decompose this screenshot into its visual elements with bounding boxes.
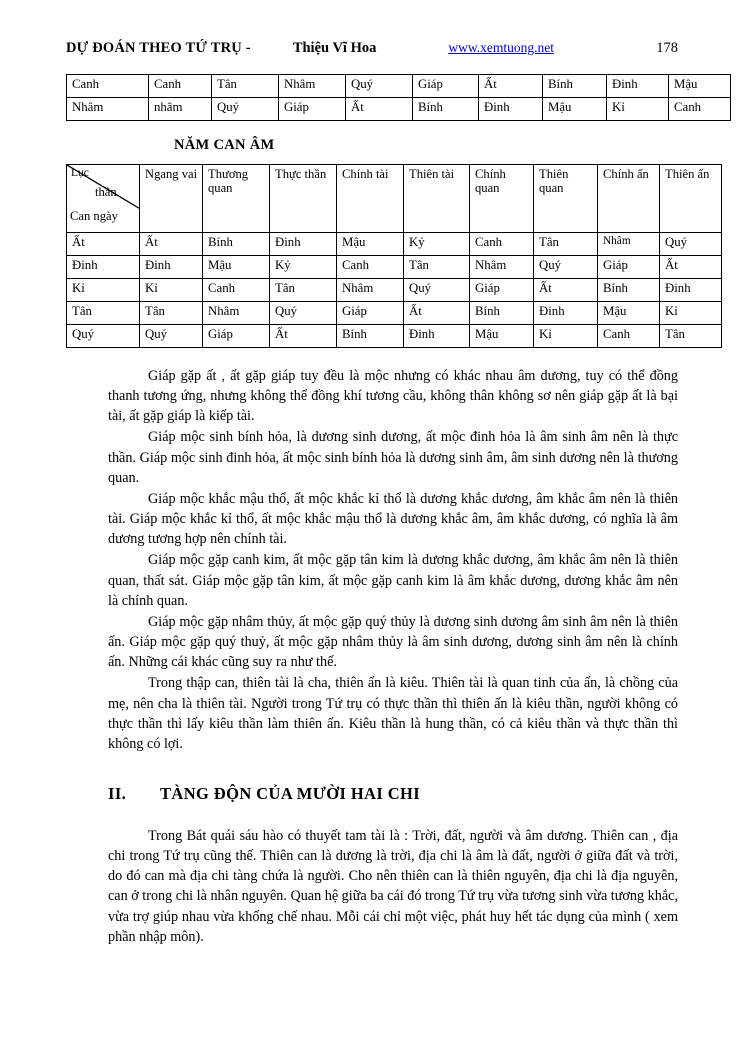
table-row [67,256,722,279]
cell: Quý [270,302,337,325]
corner-label-canngay: Can ngày [70,209,118,223]
column-header: Thực thần [270,165,337,233]
corner-header-cell [67,165,140,233]
cell: Kỉ [660,302,722,325]
column-header: Ngang vai [140,165,203,233]
table-row [67,233,722,256]
cell: Canh [337,256,404,279]
table-row [67,98,731,121]
paragraph: Giáp mộc gặp canh kim, ất mộc gặp tân kim là dương khắc dương, âm khắc âm nên là thiên quan, thất sát. Giáp mộc gặp tân kim, ất mộc gặp canh kim là âm khắc dương, dương khắc âm nên là chính quan. [108,552,678,609]
cell: Đinh [479,98,543,121]
cell: Canh [669,98,731,121]
cell: Giáp [470,279,534,302]
cell: Bính [337,325,404,348]
top-continuation-table [66,74,731,121]
cell: Kỷ [404,233,470,256]
cell: Ất [140,233,203,256]
cell: Mậu [203,256,270,279]
author-name: Thiệu Vĩ Hoa [292,40,377,56]
cell: Ất [404,302,470,325]
cell: Tân [534,233,598,256]
paragraph: Giáp mộc gặp nhâm thủy, ất mộc gặp quý thủy là dương sinh dương âm sinh âm nên là thiên ấn. Giáp mộc gặp quý thuỷ, ất mộc gặp nhâm thủy là âm sinh dương, dương sinh âm nên là chính ấn. Những cái khác cũng suy ra như thế. [108,613,678,671]
cell: Tân [660,325,722,348]
page-number: 178 [656,40,678,56]
cell: Giáp [203,325,270,348]
cell: Quý [534,256,598,279]
cell: Ất [67,233,140,256]
cell: Mậu [470,325,534,348]
paragraph: Giáp gặp ất , ất gặp giáp tuy đều là mộc nhưng có khác nhau âm dương, tuy có thể đồng thanh tương ứng, nhưng không thể đồng khí tương cầu, không thân không sơ nên giáp gặp ất là bại tài, ất gặp giáp là kiếp tài. [108,368,678,425]
website-link[interactable]: www.xemtuong.net [448,40,554,55]
paragraph: Trong thập can, thiên tài là cha, thiên ấn là kiêu. Thiên tài là quan tinh của ấn, là chồng của mẹ, nên cha là thiên tài. Người trong Tứ trụ có thực thần thì thiên ấn là kiêu thần, người không có thực thần thì lấy kiêu thần làm thiên ấn. Kiêu thần là hung thần, có cả kiêu thần và thực thần thì không có lợi. [108,675,678,752]
cell: Nhâm [337,279,404,302]
table-row [67,279,722,302]
cell: Ất [479,75,543,98]
cell: Đinh [67,256,140,279]
page-header [66,40,678,62]
cell: Giáp [598,256,660,279]
cell: Bính [470,302,534,325]
yin-stems-table [66,164,722,348]
cell: Tân [140,302,203,325]
cell: Nhâm [470,256,534,279]
cell: Bính [598,279,660,302]
paragraph: Giáp mộc khắc mậu thổ, ất mộc khắc kỉ thổ là dương khắc dương, âm khắc âm nên là thiên tài. Giáp mộc khắc kỉ thổ, ất mộc khắc mậu thổ là dương khắc âm, âm khắc dương, có nghĩa là âm dương tương hợp nên chính tài. [108,490,678,548]
paragraph: Trong Bát quái sáu hào có thuyết tam tài là : Trời, đất, người và âm dương. Thiên can , địa chi trong Tứ trụ cũng thế. Thiên can là dương là trời, địa chi là âm là đất, người ở giữa đất và trời, do đó can mà địa chi tàng chứa là người. Cho nên thiên can là thiên nguyên, địa chi là địa nguyên, can ở trong chi là nhân nguyên. Quan hệ giữa ba cái đó trong Tứ trụ vừa tương sinh vừa tương khắc, vừa trợ giúp nhau vừa khống chế nhau. Mỗi cái chỉ một việc, phát huy hết tác dụng của mình ( xem phần nhập môn). [108,827,678,945]
column-header: Thiên tài [404,165,470,233]
cell: Kỷ [270,256,337,279]
cell: Giáp [413,75,479,98]
cell: Kỉ [67,279,140,302]
cell: Tân [270,279,337,302]
cell: Kỉ [607,98,669,121]
cell: Quý [346,75,413,98]
cell: Quý [404,279,470,302]
cell: Ất [660,256,722,279]
cell: Canh [598,325,660,348]
cell: Mậu [669,75,731,98]
body-text-block [108,366,678,754]
table-header-row [67,165,722,233]
cell: Đinh [607,75,669,98]
cell: Tân [67,302,140,325]
body-text-block-2 [108,826,678,947]
cell: Nhâm [203,302,270,325]
column-header: Chính ấn [598,165,660,233]
column-header: Thương quan [203,165,270,233]
corner-label-luc: Lục [71,167,89,179]
corner-label-than: thần [95,185,117,199]
cell: Canh [470,233,534,256]
cell: Quý [140,325,203,348]
column-header: Chính tài [337,165,404,233]
cell: Tân [212,75,279,98]
cell: Nhâm [598,233,660,256]
cell: Bính [203,233,270,256]
cell: Nhâm [279,75,346,98]
cell: Mậu [543,98,607,121]
cell: Kỉ [534,325,598,348]
cell: Canh [67,75,149,98]
table-row [67,325,722,348]
cell: Giáp [279,98,346,121]
cell: Nhâm [67,98,149,121]
column-header: Thiên quan [534,165,598,233]
cell: Canh [149,75,212,98]
cell: Ất [346,98,413,121]
cell: Canh [203,279,270,302]
cell: Ất [534,279,598,302]
column-header: Chính quan [470,165,534,233]
cell: Tân [404,256,470,279]
cell: Mậu [598,302,660,325]
section-heading-2 [108,784,678,804]
cell: Đinh [270,233,337,256]
cell: Đinh [534,302,598,325]
table-row [67,302,722,325]
cell: nhâm [149,98,212,121]
cell: Giáp [337,302,404,325]
cell: Đinh [404,325,470,348]
column-header: Thiên ấn [660,165,722,233]
cell: Bính [413,98,479,121]
cell: Ất [270,325,337,348]
book-title: DỰ ĐOÁN THEO TỨ TRỤ - [66,40,251,56]
cell: Đinh [660,279,722,302]
table-row [67,75,731,98]
section-number: II. [108,783,127,803]
cell: Quý [660,233,722,256]
cell: Bính [543,75,607,98]
paragraph: Giáp mộc sinh bính hỏa, là dương sinh dương, ất mộc đinh hỏa là âm sinh âm nên là thực thần. Giáp mộc sinh đinh hỏa, ất mộc sinh bính hỏa là dương sinh âm, âm sinh dương nên là thương quan. [108,429,678,486]
cell: Kỉ [140,279,203,302]
cell: Quý [67,325,140,348]
section-title: NĂM CAN ÂM [174,137,275,153]
cell: Mậu [337,233,404,256]
section-heading-text: TÀNG ĐỘN CỦA MƯỜI HAI CHI [160,783,421,803]
cell: Đinh [140,256,203,279]
cell: Quý [212,98,279,121]
